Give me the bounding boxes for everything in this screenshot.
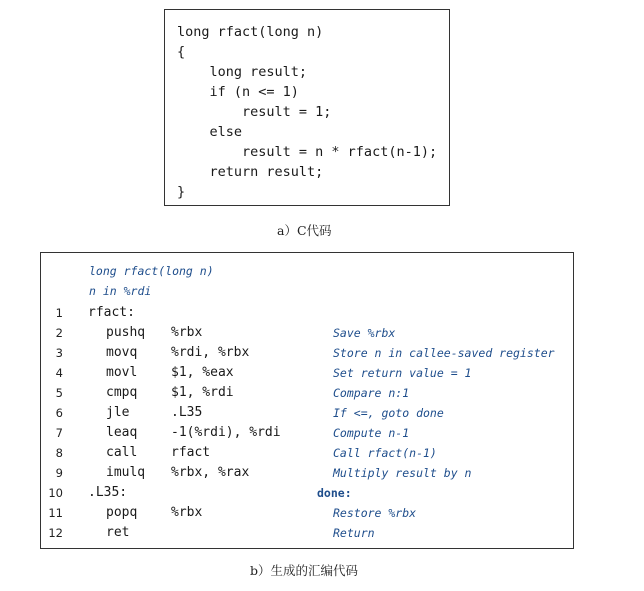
asm-opcode: pushq [106, 325, 146, 340]
line-number: 2 [55, 326, 63, 340]
line-number: 6 [55, 406, 63, 420]
c-code-line: return result; [177, 164, 324, 180]
c-code-line: result = 1; [177, 104, 332, 120]
asm-operands: %rdi, %rbx [171, 345, 250, 360]
asm-operands: %rbx [171, 325, 203, 340]
asm-header-register-note: n in %rdi [89, 284, 152, 298]
c-code-block [177, 22, 437, 202]
asm-label: rfact: [88, 305, 135, 320]
c-code-box [164, 9, 450, 206]
asm-opcode: ret [106, 525, 130, 540]
asm-opcode: movq [106, 345, 138, 360]
asm-line [41, 523, 573, 543]
asm-comment: Save %rbx [333, 326, 396, 340]
asm-operands: %rbx [171, 505, 203, 520]
line-number: 5 [55, 386, 63, 400]
asm-comment: Compare n:1 [333, 386, 410, 400]
asm-line [41, 483, 573, 503]
line-number: 11 [48, 506, 63, 520]
asm-operands: -1(%rdi), %rdi [171, 425, 281, 440]
asm-line [41, 303, 573, 323]
caption-c-code: a）C代码 [277, 223, 332, 238]
line-number: 8 [55, 446, 63, 460]
asm-comment-label: done: [317, 486, 352, 500]
asm-comment: Multiply result by n [333, 466, 472, 480]
line-number: 1 [55, 306, 63, 320]
asm-operands: rfact [171, 445, 211, 460]
asm-operands: .L35 [171, 405, 203, 420]
line-number: 12 [48, 526, 63, 540]
asm-operands: $1, %eax [171, 365, 234, 380]
asm-line [41, 423, 573, 443]
asm-line [41, 323, 573, 343]
caption-asm-code: b）生成的汇编代码 [250, 563, 359, 578]
asm-header-signature: long rfact(long n) [89, 264, 214, 278]
asm-opcode: imulq [106, 465, 146, 480]
c-code-line: long result; [177, 64, 308, 80]
line-number: 10 [48, 486, 63, 500]
c-code-line: long rfact(long n) [177, 24, 324, 40]
asm-opcode: cmpq [106, 385, 138, 400]
asm-opcode: call [106, 445, 138, 460]
asm-comment: Restore %rbx [333, 506, 417, 520]
asm-comment: Store n in callee-saved register [333, 346, 555, 360]
asm-comment: Call rfact(n-1) [333, 446, 437, 460]
asm-comment: Return [333, 526, 375, 540]
c-code-line: } [177, 184, 186, 200]
line-number: 4 [55, 366, 63, 380]
asm-operands: %rbx, %rax [171, 465, 250, 480]
asm-code-box [40, 252, 574, 549]
asm-opcode: movl [106, 365, 138, 380]
asm-line [41, 363, 573, 383]
asm-line [41, 343, 573, 363]
c-code-line: else [177, 124, 243, 140]
c-code-line: result = n * rfact(n-1); [177, 144, 438, 160]
line-number: 9 [55, 466, 63, 480]
asm-comment: If <=, goto done [333, 406, 444, 420]
asm-opcode: jle [106, 405, 130, 420]
asm-operands: $1, %rdi [171, 385, 234, 400]
asm-line [41, 403, 573, 423]
asm-line [41, 463, 573, 483]
line-number: 7 [55, 426, 63, 440]
asm-label: .L35: [88, 485, 128, 500]
c-code-line: { [177, 44, 186, 60]
asm-line [41, 503, 573, 523]
asm-comment: Compute n-1 [333, 426, 410, 440]
asm-line [41, 383, 573, 403]
c-code-line: if (n <= 1) [177, 84, 299, 100]
asm-comment: Set return value = 1 [333, 366, 472, 380]
asm-opcode: popq [106, 505, 138, 520]
line-number: 3 [55, 346, 63, 360]
asm-opcode: leaq [106, 425, 138, 440]
asm-line [41, 443, 573, 463]
